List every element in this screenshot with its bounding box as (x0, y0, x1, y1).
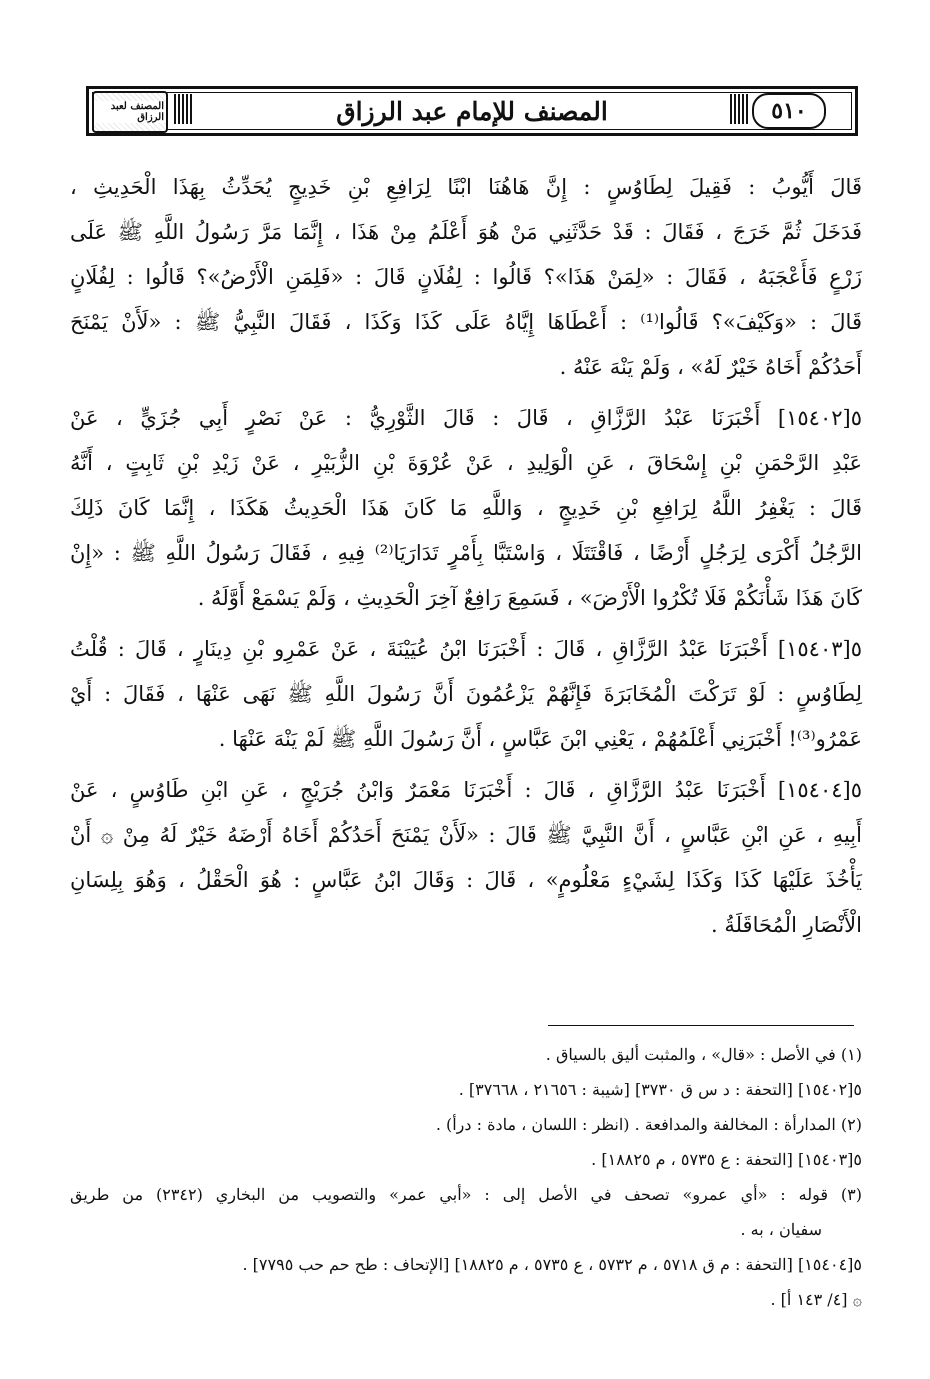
footnote-1: (١) في الأصل : «قال» ، والمثبت أليق بالسياق . (545, 1045, 862, 1064)
text-line: ٥[١٥٤٠٢] أَخْبَرَنَا عَبْدُ الرَّزَّاقِ ، قَالَ : قَالَ الثَّوْرِيُّ : عَنْ نَصْرٍ أَبِي جُزَيٍّ ، عَنْ (70, 406, 862, 430)
text-line: يَأْخُذَ عَلَيْهَا كَذَا وَكَذَا لِشَيْءٍ مَعْلُومٍ» ، قَالَ : وَقَالَ ابْنُ عَبَّاسٍ : هُوَ الْحَقْلُ ، وَهُوَ بِلِسَانِ (70, 868, 862, 892)
text-line: أَحَدُكُمْ أَخَاهُ خَيْرٌ لَهُ» ، وَلَمْ يَنْهَ عَنْهُ . (559, 355, 862, 379)
reference-15403: ٥[١٥٤٠٣] [التحفة : ع ٥٧٣٥ ، م ١٨٨٢٥] . (591, 1150, 862, 1169)
text-line: الْأَنْصَارِ الْمُحَاقَلَةُ . (710, 913, 862, 937)
header-ornament-right (730, 94, 748, 124)
footnote-3-continued: سفيان ، به . (740, 1220, 822, 1239)
text-line: عَبْدِ الرَّحْمَنِ بْنِ إِسْحَاقَ ، عَنِ الْوَلِيدِ ، عَنْ عُرْوَةَ بْنِ الزُّبَيْرِ ، عَنْ زَيْدِ بْنِ ثَابِتٍ ، أَنَّهُ (70, 451, 862, 475)
book-title: المصنف للإمام عبد الرزاق (336, 96, 608, 126)
reference-15404: ٥[١٥٤٠٤] [التحفة : م ق ٥٧١٨ ، م ٥٧٣٢ ، ع ٥٧٣٥ ، م ١٨٨٢٥] [الإتحاف : طح حم حب ٧٧٩٥] . (242, 1255, 862, 1274)
footnote-divider (548, 1025, 854, 1026)
hadith-15403 (70, 627, 862, 762)
header-ornament-left (174, 94, 192, 124)
main-text (70, 165, 862, 954)
page-header (86, 86, 858, 136)
footnote-3: (٣) قوله : «أي عمرو» تصحف في الأصل إلى : «أبي عمر» والتصويب من البخاري (٢٣٤٢) من طريق (70, 1185, 863, 1204)
reference-15402: ٥[١٥٤٠٢] [التحفة : د س ق ٣٧٣٠] [شيبة : ٢١٦٥٦ ، ٣٧٦٦٨] . (458, 1080, 862, 1099)
manuscript-page-marker: ۞ [٤/ ١٤٣ أ] . (770, 1290, 862, 1309)
text-line: ٥[١٥٤٠٣] أَخْبَرَنَا عَبْدُ الرَّزَّاقِ ، قَالَ : أَخْبَرَنَا ابْنُ عُيَيْنَةَ ، عَنْ عَمْرِو بْنِ دِينَارٍ ، قَالَ : قُلْتُ (70, 637, 862, 661)
paragraph-ayyub (70, 165, 862, 390)
text-line: فَدَخَلَ ثُمَّ خَرَجَ ، فَقَالَ : قَدْ حَدَّثَنِي مَنْ هُوَ أَعْلَمُ مِنْ هَذَا ، إِنَّمَا مَرَّ رَسُولُ اللَّهِ ﷺ عَلَى (70, 220, 862, 244)
text-line: ٥[١٥٤٠٤] أَخْبَرَنَا عَبْدُ الرَّزَّاقِ ، قَالَ : أَخْبَرَنَا مَعْمَرٌ وَابْنُ جُرَيْجٍ ، عَنِ ابْنِ طَاوُسٍ ، عَنْ (70, 778, 862, 802)
page-number: ٥١٠ (752, 93, 826, 129)
seal-text: المصنف لعبد الرزاق (94, 101, 166, 123)
hadith-15402 (70, 396, 862, 621)
text-line: لِطَاوُسٍ : لَوْ تَرَكْتَ الْمُخَابَرَةَ فَإِنَّهُمْ يَزْعُمُونَ أَنَّ رَسُولَ اللَّهِ ﷺ نَهَى عَنْهَا ، فَقَالَ : أَيْ (70, 682, 862, 706)
footnote-2: (٢) المدارأة : المخالفة والمدافعة . (انظر : اللسان ، مادة : درأ) . (435, 1115, 862, 1134)
text-line: الرَّجُلُ أَكْرَى لِرَجُلٍ أَرْضًا ، فَاقْتَتَلَا ، وَاسْتَبَّا بِأَمْرٍ تَدَارَيَا⁽²⁾ فِيهِ ، فَقَالَ رَسُولُ اللَّهِ ﷺ : «إِنْ (70, 541, 862, 565)
text-line: عَمْرُو⁽³⁾! أَخْبَرَنِي أَعْلَمُهُمْ ، يَعْنِي ابْنَ عَبَّاسٍ ، أَنَّ رَسُولَ اللَّهِ ﷺ لَمْ يَنْهَ عَنْهَا . (218, 727, 862, 751)
text-line: زَرْعٍ فَأَعْجَبَهُ ، فَقَالَ : «لِمَنْ هَذَا»؟ قَالُوا : لِفُلَانٍ قَالَ : «فَلِمَنِ الْأَرْضُ»؟ قَالُوا : لِفُلَانٍ (70, 265, 862, 289)
book-seal-logo (92, 91, 168, 133)
text-line: قَالَ : «وَكَيْفَ»؟ قَالُوا⁽¹⁾ : أَعْطَاهَا إِيَّاهُ عَلَى كَذَا وَكَذَا ، فَقَالَ النَّبِيُّ ﷺ : «لَأَنْ يَمْنَحَ (70, 310, 862, 334)
text-line: كَانَ هَذَا شَأْنَكُمْ فَلَا تُكْرُوا الْأَرْضَ» ، فَسَمِعَ رَافِعٌ آخِرَ الْحَدِيثِ ، وَلَمْ يَسْمَعْ أَوَّلَهُ . (197, 586, 862, 610)
footnotes (70, 1037, 862, 1317)
text-line: أَبِيهِ ، عَنِ ابْنِ عَبَّاسٍ ، أَنَّ النَّبِيَّ ﷺ قَالَ : «لَأَنْ يَمْنَحَ أَحَدُكُمْ أَخَاهُ أَرْضَهُ خَيْرٌ لَهُ مِنْ ۞ أَنْ (70, 823, 862, 847)
text-line: قَالَ : يَغْفِرُ اللَّهُ لِرَافِعِ بْنِ خَدِيجٍ ، وَاللَّهِ مَا كَانَ هَذَا الْحَدِيثُ هَكَذَا ، إِنَّمَا كَانَ ذَلِكَ (70, 496, 862, 520)
text-line: قَالَ أَيُّوبُ : فَقِيلَ لِطَاوُسٍ : إِنَّ هَاهُنَا ابْنًا لِرَافِعِ بْنِ خَدِيجٍ يُحَدِّثُ بِهَذَا الْحَدِيثِ ، (70, 175, 862, 199)
hadith-15404 (70, 768, 862, 948)
